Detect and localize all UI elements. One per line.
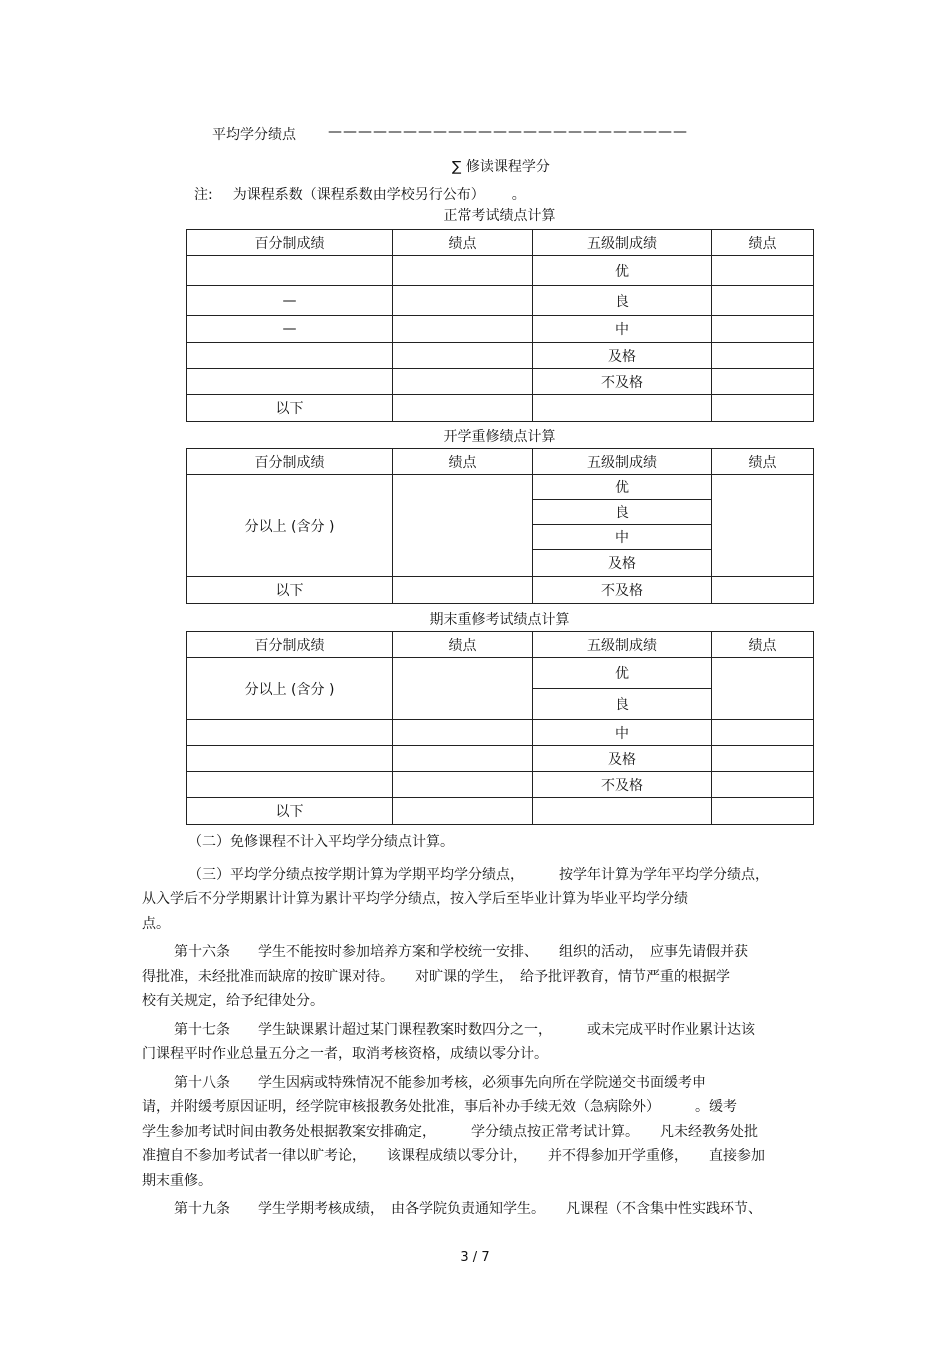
paragraph-line: 第十八条 学生因病或特殊情况不能参加考核，必须事先向所在学院递交书面缓考申 — [174, 1074, 706, 1091]
grade-cell: 良 — [533, 500, 712, 525]
table-row — [187, 369, 814, 395]
table-cell: 良 — [533, 286, 712, 316]
table-title-retake-final: 期末重修考试绩点计算 — [429, 612, 570, 628]
table-cell: 中 — [533, 316, 712, 343]
header-cell: 绩点 — [712, 449, 814, 475]
table-cell — [393, 286, 533, 316]
table-cell — [712, 772, 814, 798]
table-row — [187, 720, 814, 746]
table-row — [187, 577, 814, 604]
paragraph-line: 准擅自不参加考试者一律以旷考论， 该课程成绩以零分计， 并不得参加开学重修， 直接参加 — [142, 1148, 765, 1164]
table-cell — [187, 772, 393, 798]
table-row — [187, 256, 814, 286]
table-cell — [712, 395, 814, 422]
table-cell — [393, 316, 533, 343]
header-cell: 绩点 — [393, 449, 533, 475]
paragraph-line: 请，并附缓考原因证明，经学院审核报教务处批准，事后补办手续无效（急病除外） 。缓考 — [142, 1099, 737, 1115]
table-cell — [712, 256, 814, 286]
table-cell — [393, 475, 533, 577]
table-cell — [712, 746, 814, 772]
table-title-normal-exam: 正常考试绩点计算 — [443, 208, 556, 224]
table-cell — [712, 658, 814, 720]
table-cell — [393, 658, 533, 720]
table-cell: 不及格 — [533, 772, 712, 798]
paragraph-line: 门课程平时作业总量五分之一者，取消考核资格，成绩以零分计。 — [142, 1046, 548, 1062]
table-header-row — [187, 230, 814, 256]
table-cell — [393, 577, 533, 604]
header-cell: 百分制成绩 — [187, 230, 393, 256]
paragraph-line: 点。 — [142, 915, 170, 932]
table-cell — [712, 369, 814, 395]
grade-cell: 优 — [533, 475, 712, 500]
body-text — [142, 830, 806, 1222]
table-row — [187, 286, 814, 316]
table-row — [187, 746, 814, 772]
table-cell — [712, 577, 814, 604]
table-cell: 以下 — [187, 577, 393, 604]
table-row — [187, 316, 814, 343]
table-header-row — [187, 632, 814, 658]
table-cell: 及格 — [533, 343, 712, 369]
table-cell: 及格 — [533, 746, 712, 772]
table-cell — [393, 746, 533, 772]
note — [194, 184, 526, 204]
paragraph-line: 得批准，未经批准而缺席的按旷课对待。 对旷课的学生， 给予批评教育，情节严重的根据学 — [142, 968, 730, 985]
table-cell — [187, 256, 393, 286]
paragraph-line: 学生参加考试时间由教务处根据教案安排确定， 学分绩点按正常考试计算。 凡未经教务处批 — [142, 1123, 758, 1140]
table-cell — [393, 343, 533, 369]
grade-cell: 良 — [533, 689, 712, 720]
table-cell: 以下 — [187, 395, 393, 422]
header-cell: 绩点 — [393, 632, 533, 658]
header-cell: 百分制成绩 — [187, 632, 393, 658]
table-cell — [187, 369, 393, 395]
paragraph-line: 期末重修。 — [142, 1172, 212, 1189]
table-cell — [712, 343, 814, 369]
table-cell — [712, 286, 814, 316]
grade-cell: 及格 — [533, 550, 712, 577]
start-term-retake-gpa-table — [186, 448, 814, 604]
header-cell: 百分制成绩 — [187, 449, 393, 475]
table-cell — [393, 395, 533, 422]
paragraph-line: 第十九条 学生学期考核成绩， 由各学院负责通知学生。 凡课程（不含集中性实践环节、 — [174, 1201, 762, 1217]
paragraph-line: 第十六条 学生不能按时参加培养方案和学校统一安排、 组织的活动， 应事先请假并获 — [174, 944, 748, 960]
normal-exam-gpa-table — [186, 229, 814, 422]
formula-fraction-line: ———————————————————————— — [328, 124, 688, 140]
table-cell: 中 — [533, 720, 712, 746]
grade-cell: 中 — [533, 525, 712, 550]
table-row — [187, 343, 814, 369]
table-row — [187, 395, 814, 422]
merged-score-cell: 分以上 (含分 ) — [187, 475, 393, 577]
table-cell: — — [187, 316, 393, 343]
table-cell: — — [187, 286, 393, 316]
table-cell — [393, 720, 533, 746]
table-cell — [712, 475, 814, 577]
table-cell — [187, 343, 393, 369]
header-cell: 五级制成绩 — [533, 632, 712, 658]
table-title-retake-start: 开学重修绩点计算 — [443, 429, 556, 445]
table-header-row — [187, 449, 814, 475]
header-cell: 绩点 — [712, 632, 814, 658]
table-cell: 以下 — [187, 798, 393, 825]
table-row — [187, 475, 814, 500]
final-retake-gpa-table — [186, 631, 814, 825]
table-cell — [533, 395, 712, 422]
table-cell — [712, 316, 814, 343]
header-cell: 五级制成绩 — [533, 449, 712, 475]
table-cell: 不及格 — [533, 577, 712, 604]
table-cell: 优 — [533, 256, 712, 286]
page-number: 3 / 7 — [460, 1250, 490, 1265]
header-cell: 绩点 — [712, 230, 814, 256]
note-label: 注: — [194, 187, 213, 203]
table-row — [187, 798, 814, 825]
formula-denominator: ∑ 修读课程学分 — [452, 159, 550, 175]
note-tail: 。 — [511, 187, 526, 203]
paragraph-line: 校有关规定，给予纪律处分。 — [142, 993, 324, 1009]
formula-label: 平均学分绩点 — [212, 127, 296, 143]
table-cell — [393, 798, 533, 825]
paragraph-line: 第十七条 学生缺课累计超过某门课程教案时数四分之一， 或未完成平时作业累计达该 — [174, 1021, 755, 1038]
table-cell — [533, 798, 712, 825]
header-cell: 五级制成绩 — [533, 230, 712, 256]
table-cell — [187, 720, 393, 746]
header-cell: 绩点 — [393, 230, 533, 256]
table-row — [187, 658, 814, 689]
table-cell — [393, 256, 533, 286]
table-cell — [712, 720, 814, 746]
table-cell — [393, 772, 533, 798]
paragraph-line: （三）平均学分绩点按学期计算为学期平均学分绩点， 按学年计算为学年平均学分绩点， — [188, 866, 769, 883]
paragraph-line: 从入学后不分学期累计计算为累计平均学分绩点，按入学后至毕业计算为毕业平均学分绩 — [142, 891, 688, 907]
grade-cell: 优 — [533, 658, 712, 689]
paragraph-line: （二）免修课程不计入平均学分绩点计算。 — [188, 834, 454, 850]
merged-score-cell: 分以上 (含分 ) — [187, 658, 393, 720]
table-cell — [187, 746, 393, 772]
table-cell: 不及格 — [533, 369, 712, 395]
note-text: 为课程系数（课程系数由学校另行公布） — [232, 187, 478, 203]
table-row — [187, 772, 814, 798]
table-cell — [712, 798, 814, 825]
table-cell — [393, 369, 533, 395]
